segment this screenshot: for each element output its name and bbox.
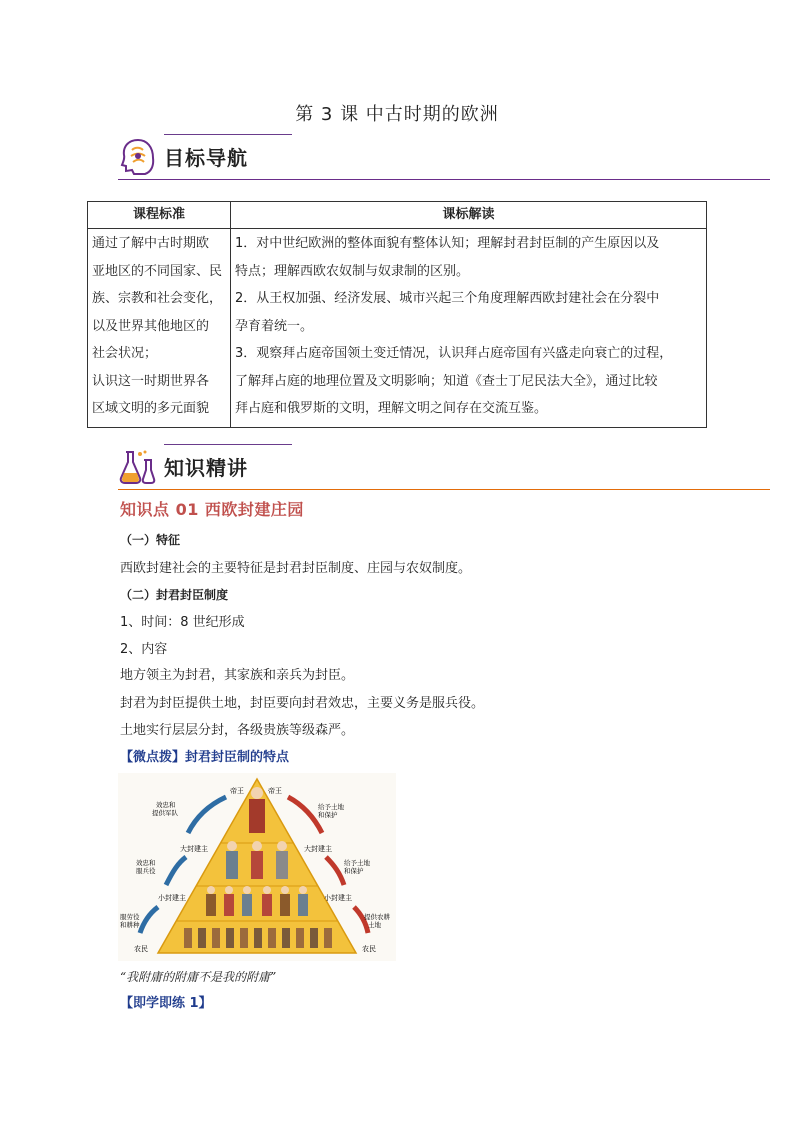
- text-line: 认识这一时期世界各: [92, 373, 210, 389]
- practice-label: 【即学即练 1】: [120, 996, 212, 1011]
- section-heading-knowledge: [118, 444, 770, 490]
- brain-head-icon: [118, 136, 158, 176]
- paragraph: 土地实行层层分封，各级贵族等级森严。: [120, 723, 355, 738]
- section-title: 目标导航: [164, 146, 248, 170]
- text-line: 1．对中世纪欧洲的整体面貌有整体认知；理解封君封臣制的产生原因以及: [235, 236, 660, 251]
- paragraph: 1、时间：8 世纪形成: [120, 615, 245, 630]
- level-label-peasant: 农民: [134, 945, 148, 953]
- standard-cell: [88, 229, 231, 428]
- level-label-king-right: 帝王: [268, 787, 282, 795]
- text-line: 2．从王权加强、经济发展、城市兴起三个角度理解西欧封建社会在分裂中: [235, 291, 660, 306]
- section-title: 知识精讲: [164, 456, 248, 480]
- paragraph: 西欧封建社会的主要特征是封君封臣制度、庄园与农奴制度。: [120, 561, 472, 576]
- text-line: 孕育着统一。: [235, 318, 314, 334]
- paragraph: 地方领主为封君，其家族和亲兵为封臣。: [120, 668, 355, 683]
- relation-label-right: 给予土地和保护: [318, 803, 344, 819]
- table-row: [88, 229, 707, 428]
- diagram-caption: “我附庸的附庸不是我的附庸”: [120, 970, 277, 984]
- level-label-great-lord: 大封建主: [180, 845, 208, 853]
- knowledge-point-title: 知识点 01 西欧封建庄园: [120, 500, 304, 519]
- text-line: 社会状况；: [92, 346, 158, 361]
- level-label-peasant-right: 农民: [362, 945, 376, 953]
- relation-label-left: 服劳役和耕种: [120, 913, 140, 929]
- king-figure: [249, 787, 265, 833]
- paragraph: 封君为封臣提供土地，封臣要向封君效忠，主要义务是服兵役。: [120, 696, 485, 711]
- text-line: 以及世界其他地区的: [92, 318, 210, 334]
- text-line: 了解拜占庭的地理位置及文明影响；知道《查士丁尼民法大全》，通过比较: [235, 373, 658, 389]
- level-label-great-lord-right: 大封建主: [304, 845, 332, 853]
- table-header-reading: 课标解读: [231, 202, 707, 229]
- level-label-lesser-lord-right: 小封建主: [324, 894, 352, 902]
- text-line: 族、宗教和社会变化，: [92, 291, 223, 306]
- level-label-king: 帝王: [230, 787, 244, 795]
- relation-label-left: 效忠和服兵役: [136, 859, 156, 875]
- text-line: 特点；理解西欧农奴制与奴隶制的区别。: [235, 263, 470, 279]
- paragraph: 2、内容: [120, 642, 168, 657]
- table-header-row: [88, 202, 707, 229]
- text-line: 拜占庭和俄罗斯的文明，理解文明之间存在交流互鉴。: [235, 401, 548, 416]
- relation-label-right: 给予土地和保护: [344, 859, 370, 875]
- section-heading-goals: [118, 134, 770, 180]
- table-header-standard: 课程标准: [88, 202, 231, 229]
- flask-icon: [118, 446, 158, 486]
- level-label-lesser-lord: 小封建主: [158, 894, 186, 902]
- relation-label-left: 效忠和提供军队: [152, 801, 178, 817]
- tip-label: 【微点拨】封君封臣制的特点: [120, 750, 290, 765]
- relation-label-right: 提供农耕土地: [364, 913, 390, 929]
- text-line: 3．观察拜占庭帝国领土变迁情况，认识拜占庭帝国有兴盛走向衰亡的过程，: [235, 346, 673, 361]
- subheading-system: （二）封君封臣制度: [120, 588, 229, 602]
- text-line: 通过了解中古时期欧: [92, 236, 210, 251]
- text-line: 亚地区的不同国家、民: [92, 263, 223, 279]
- page-title: 第 3 课 中古时期的欧洲: [295, 104, 499, 125]
- text-line: 区域文明的多元面貌: [92, 401, 210, 416]
- great-lords-figures: [226, 841, 288, 879]
- curriculum-table: [87, 201, 707, 428]
- reading-cell: [231, 229, 707, 428]
- subheading-features: （一）特征: [120, 533, 181, 547]
- feudal-pyramid-diagram: [118, 773, 396, 961]
